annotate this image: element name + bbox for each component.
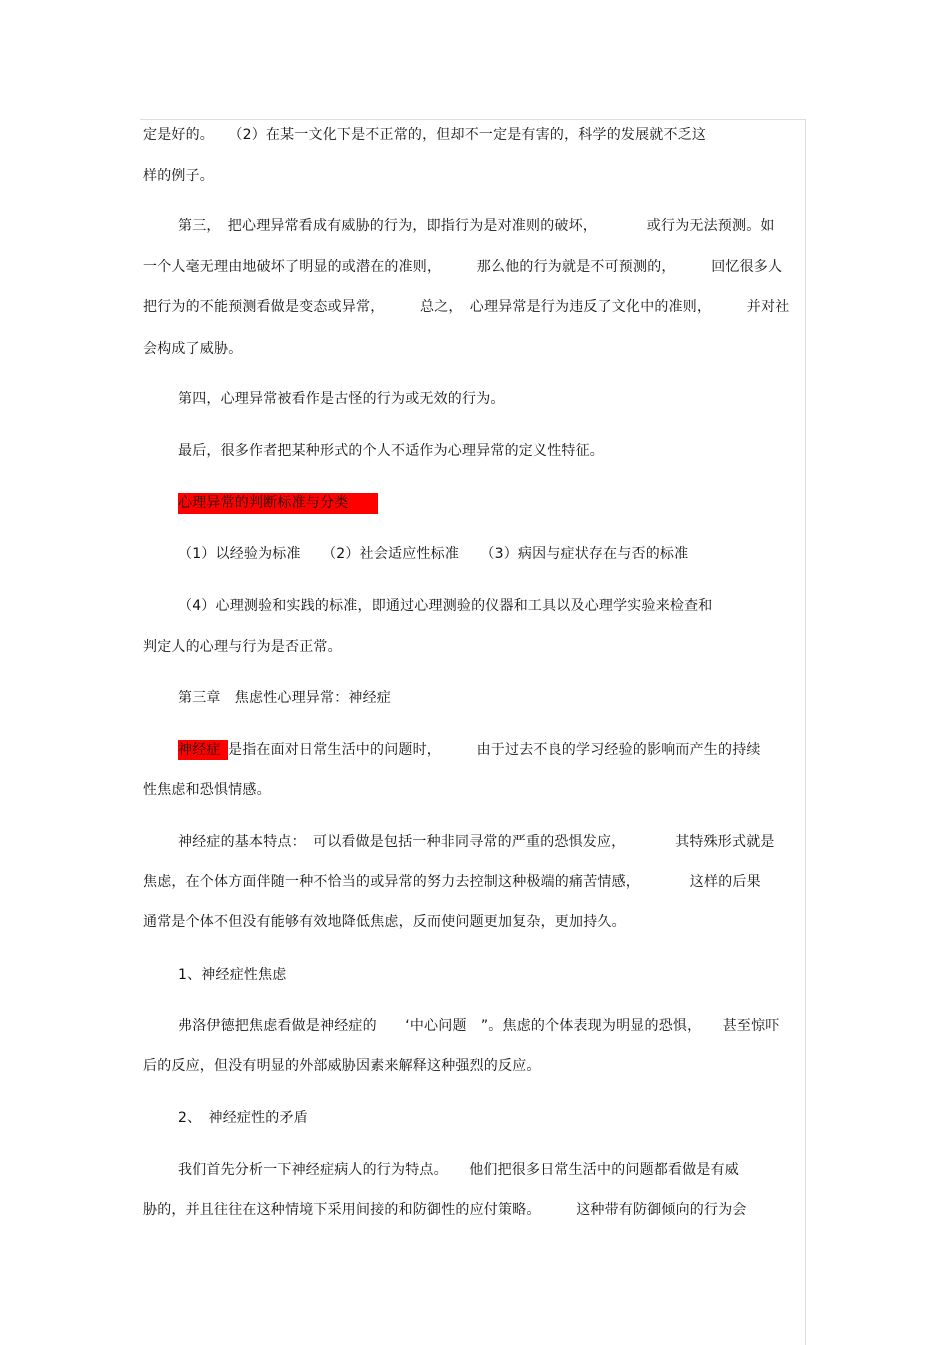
text-line: 定是好的。 （2）在某一文化下是不正常的，但却不一定是有害的，科学的发展就不乏这 (143, 127, 707, 143)
text-line: 会构成了威胁。 (143, 341, 243, 357)
highlighted-term: 神经症 (178, 740, 228, 760)
text-line: 最后，很多作者把某种形式的个人不适作为心理异常的定义性特征。 (178, 443, 604, 459)
text-line: 第四，心理异常被看作是古怪的行为或无效的行为。 (178, 391, 505, 407)
text-line: 性焦虑和恐惧情感。 (143, 782, 271, 798)
text-line: 是指在面对日常生活中的问题时， 由于过去不良的学习经验的影响而产生的持续 (228, 742, 761, 758)
text-line: 弗洛伊德把焦虑看做是神经症的 ‘中心问题 ”。焦虑的个体表现为明显的恐惧， 甚至惊吓 (178, 1018, 780, 1034)
text-line: 判定人的心理与行为是否正常。 (143, 639, 342, 655)
highlighted-heading: 心理异常的判断标准与分类 (178, 493, 378, 514)
text-line: 焦虑，在个体方面伴随一种不恰当的或异常的努力去控制这种极端的痛苦情感， 这样的后果 (143, 874, 761, 890)
section-heading: 2、 神经症性的矛盾 (178, 1110, 308, 1126)
text-line: 后的反应，但没有明显的外部威胁因素来解释这种强烈的反应。 (143, 1058, 541, 1074)
chapter-heading: 第三章 焦虑性心理异常：神经症 (178, 690, 391, 706)
text-line: 第三， 把心理异常看成有威胁的行为，即指行为是对准则的破坏， 或行为无法预测。如 (178, 218, 775, 234)
text-line: （1）以经验为标准 （2）社会适应性标准 （3）病因与症状存在与否的标准 (178, 546, 689, 562)
text-line: 我们首先分析一下神经症病人的行为特点。 他们把很多日常生活中的问题都看做是有威 (178, 1162, 739, 1178)
text-line: 胁的，并且往往在这种情境下采用间接的和防御性的应付策略。 这种带有防御倾向的行为会 (143, 1202, 747, 1218)
text-line: （4）心理测验和实践的标准，即通过心理测验的仪器和工具以及心理学实验来检查和 (178, 598, 713, 614)
text-line: 通常是个体不但没有能够有效地降低焦虑，反而使问题更加复杂，更加持久。 (143, 914, 626, 930)
text-line: 一个人毫无理由地破坏了明显的或潜在的准则， 那么他的行为就是不可预测的， 回忆很多人 (143, 259, 783, 275)
text-line: 把行为的不能预测看做是变态或异常， 总之， 心理异常是行为违反了文化中的准则， 并对社 (143, 299, 790, 315)
text-line: 样的例子。 (143, 168, 214, 184)
text-line: 神经症的基本特点： 可以看做是包括一种非同寻常的严重的恐惧发应， 其特殊形式就是 (178, 834, 775, 850)
section-heading: 1、神经症性焦虑 (178, 967, 287, 983)
